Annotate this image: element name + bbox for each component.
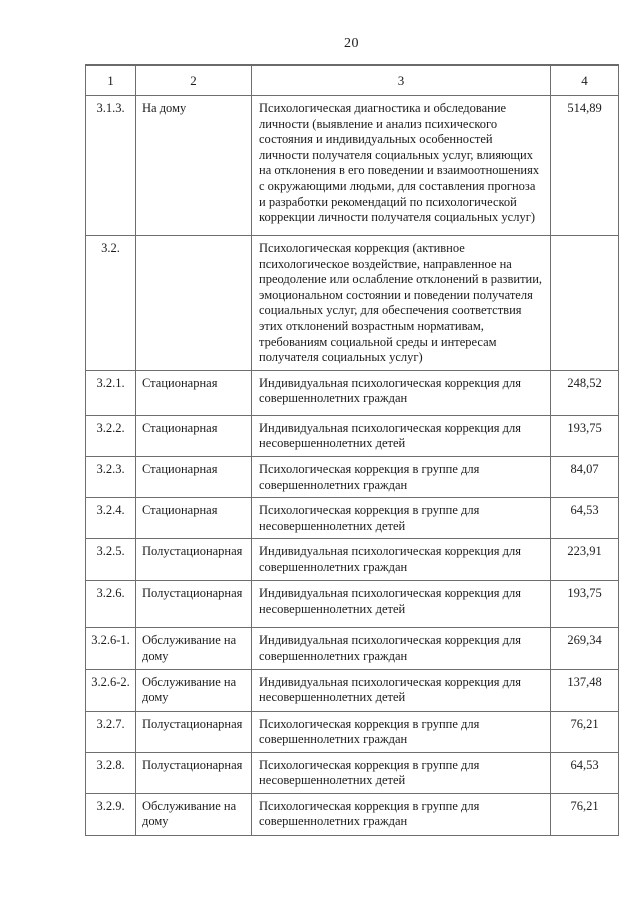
tariff-cell: 514,89 bbox=[551, 96, 619, 236]
table-row bbox=[86, 669, 619, 711]
column-header-2: 2 bbox=[136, 65, 252, 96]
table-row bbox=[86, 581, 619, 628]
row-number-cell: 3.2. bbox=[86, 236, 136, 371]
tariff-cell: 137,48 bbox=[551, 669, 619, 711]
table-row bbox=[86, 752, 619, 793]
table-row bbox=[86, 456, 619, 497]
service-form-cell: Обслуживание на дому bbox=[136, 628, 252, 669]
row-number-cell: 3.2.5. bbox=[86, 539, 136, 581]
row-number-cell: 3.2.6-1. bbox=[86, 628, 136, 669]
row-number-cell: 3.2.6. bbox=[86, 581, 136, 628]
tariff-cell: 193,75 bbox=[551, 581, 619, 628]
service-name-cell: Психологическая коррекция (активное психологическое воздействие, направленное на преодоление или ослабление отклонений в развитии, эмоциональном состоянии и поведении получателя социальных услуг, для обеспечения соответствия этих отклонений возрастным нормативам, требованиям социальной среды и интересам получателя социальных услуг) bbox=[252, 236, 551, 371]
tariff-cell: 223,91 bbox=[551, 539, 619, 581]
service-form-cell bbox=[136, 236, 252, 371]
tariff-cell: 76,21 bbox=[551, 793, 619, 835]
row-number-cell: 3.1.3. bbox=[86, 96, 136, 236]
service-name-cell: Индивидуальная психологическая коррекция для совершеннолетних граждан bbox=[252, 370, 551, 415]
service-name-cell: Индивидуальная психологическая коррекция для несовершеннолетних детей bbox=[252, 669, 551, 711]
service-form-cell: Полустационарная bbox=[136, 581, 252, 628]
tariff-cell: 248,52 bbox=[551, 370, 619, 415]
row-number-cell: 3.2.4. bbox=[86, 498, 136, 539]
row-number-cell: 3.2.7. bbox=[86, 711, 136, 752]
service-name-cell: Психологическая диагностика и обследование личности (выявление и анализ психического состояния и индивидуальных особенностей личности получателя социальных услуг, влияющих на отклонения в его поведении и взаимоотношениях с окружающими людьми, для составления прогноза и разработки рекомендаций по психологической коррекции личности получателя социальных услуг) bbox=[252, 96, 551, 236]
tariff-cell bbox=[551, 236, 619, 371]
document-page bbox=[85, 0, 618, 836]
page-number: 20 bbox=[344, 36, 359, 51]
service-name-cell: Индивидуальная психологическая коррекция для совершеннолетних граждан bbox=[252, 628, 551, 669]
tariff-cell: 76,21 bbox=[551, 711, 619, 752]
service-form-cell: Обслуживание на дому bbox=[136, 793, 252, 835]
table-header-row bbox=[86, 65, 619, 96]
table-row bbox=[86, 539, 619, 581]
service-form-cell: Стационарная bbox=[136, 456, 252, 497]
tariff-cell: 84,07 bbox=[551, 456, 619, 497]
service-name-cell: Индивидуальная психологическая коррекция для несовершеннолетних детей bbox=[252, 415, 551, 456]
row-number-cell: 3.2.3. bbox=[86, 456, 136, 497]
service-name-cell: Индивидуальная психологическая коррекция для совершеннолетних граждан bbox=[252, 539, 551, 581]
service-name-cell: Психологическая коррекция в группе для несовершеннолетних детей bbox=[252, 752, 551, 793]
service-form-cell: Стационарная bbox=[136, 498, 252, 539]
service-form-cell: Полустационарная bbox=[136, 752, 252, 793]
tariff-cell: 193,75 bbox=[551, 415, 619, 456]
column-header-4: 4 bbox=[551, 65, 619, 96]
table-row bbox=[86, 793, 619, 835]
service-name-cell: Психологическая коррекция в группе для совершеннолетних граждан bbox=[252, 793, 551, 835]
service-form-cell: Стационарная bbox=[136, 370, 252, 415]
tariff-cell: 64,53 bbox=[551, 752, 619, 793]
tariff-cell: 64,53 bbox=[551, 498, 619, 539]
table-row bbox=[86, 498, 619, 539]
tariff-cell: 269,34 bbox=[551, 628, 619, 669]
service-name-cell: Индивидуальная психологическая коррекция для несовершеннолетних детей bbox=[252, 581, 551, 628]
service-form-cell: Полустационарная bbox=[136, 539, 252, 581]
table-row bbox=[86, 236, 619, 371]
table-row bbox=[86, 370, 619, 415]
table-row bbox=[86, 628, 619, 669]
service-form-cell: На дому bbox=[136, 96, 252, 236]
service-form-cell: Полустационарная bbox=[136, 711, 252, 752]
row-number-cell: 3.2.2. bbox=[86, 415, 136, 456]
service-form-cell: Обслуживание на дому bbox=[136, 669, 252, 711]
service-form-cell: Стационарная bbox=[136, 415, 252, 456]
service-name-cell: Психологическая коррекция в группе для несовершеннолетних детей bbox=[252, 498, 551, 539]
tariff-table bbox=[85, 64, 619, 836]
row-number-cell: 3.2.9. bbox=[86, 793, 136, 835]
column-header-1: 1 bbox=[86, 65, 136, 96]
table-row bbox=[86, 96, 619, 236]
service-name-cell: Психологическая коррекция в группе для совершеннолетних граждан bbox=[252, 711, 551, 752]
column-header-3: 3 bbox=[252, 65, 551, 96]
table-row bbox=[86, 415, 619, 456]
row-number-cell: 3.2.1. bbox=[86, 370, 136, 415]
row-number-cell: 3.2.8. bbox=[86, 752, 136, 793]
row-number-cell: 3.2.6-2. bbox=[86, 669, 136, 711]
table-row bbox=[86, 711, 619, 752]
service-name-cell: Психологическая коррекция в группе для совершеннолетних граждан bbox=[252, 456, 551, 497]
